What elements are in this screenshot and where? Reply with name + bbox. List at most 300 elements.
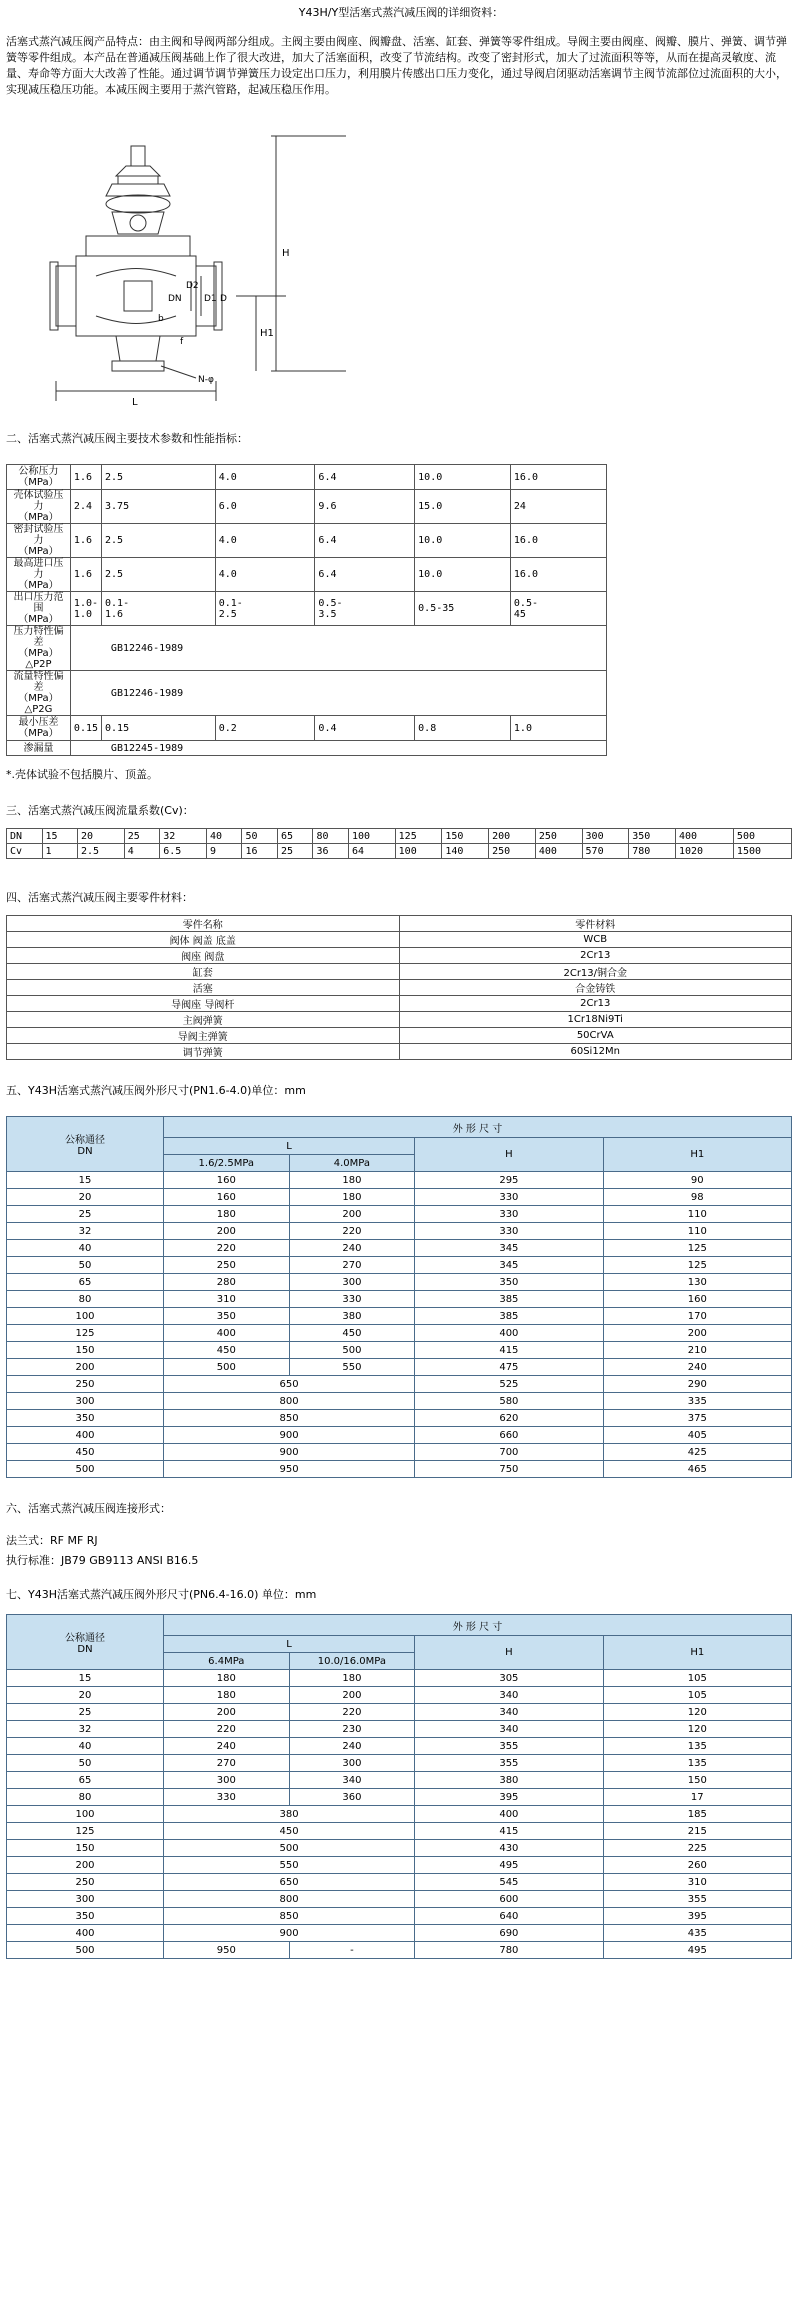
tech-params-table	[6, 464, 792, 756]
row-label: 最小压差 （MPa）	[7, 716, 71, 741]
cv-value: 400	[535, 844, 582, 859]
cv-value: 100	[395, 844, 442, 859]
dimension-value: 98	[603, 1189, 791, 1206]
dimension-value: 150	[7, 1342, 164, 1359]
dimension-value: 450	[164, 1342, 290, 1359]
param-value: 10.0	[415, 524, 511, 558]
dimension-value: 430	[415, 1840, 603, 1857]
dimension-value: 15	[7, 1670, 164, 1687]
dimension-value: 200	[164, 1704, 290, 1721]
table-row	[7, 1857, 792, 1874]
dimension-value: 395	[603, 1908, 791, 1925]
dimension-value: -	[289, 1942, 415, 1959]
dimension-value: 135	[603, 1755, 791, 1772]
column-header: 外 形 尺 寸	[164, 1117, 792, 1138]
dimension-value: 525	[415, 1376, 603, 1393]
dimension-value: 435	[603, 1925, 791, 1942]
dimension-value: 350	[7, 1908, 164, 1925]
dimension-value: 100	[7, 1806, 164, 1823]
row-label: 流量特性偏差 （MPa）△P2G	[7, 671, 71, 716]
dimension-value: 180	[289, 1189, 415, 1206]
table-row	[7, 1925, 792, 1942]
dn-value: 20	[78, 829, 125, 844]
param-value: 0.8	[415, 716, 511, 741]
dimension-value: 400	[7, 1925, 164, 1942]
page	[6, 4, 796, 1959]
cv-value: 140	[442, 844, 489, 859]
dimension-value: 120	[603, 1721, 791, 1738]
standard-value: GB12245-1989	[70, 741, 606, 756]
table-row	[7, 1342, 792, 1359]
table-row	[7, 1823, 792, 1840]
param-value: 1.0	[510, 716, 606, 741]
dimension-value: 200	[7, 1857, 164, 1874]
dim-label-d1: D1	[204, 294, 217, 304]
dimension-value: 125	[7, 1325, 164, 1342]
part-name: 活塞	[7, 980, 400, 996]
param-value: 10.0	[415, 465, 511, 490]
dim-label-d2: D2	[186, 281, 199, 291]
dimension-value: 25	[7, 1704, 164, 1721]
section-2-heading: 二、活塞式蒸汽减压阀主要技术参数和性能指标：	[6, 432, 248, 445]
dimension-value: 25	[7, 1206, 164, 1223]
dimension-value: 475	[415, 1359, 603, 1376]
dimension-value: 300	[7, 1891, 164, 1908]
valve-drawing-svg	[46, 116, 361, 416]
dimension-value: 500	[289, 1342, 415, 1359]
dimension-value: 380	[164, 1806, 415, 1823]
dimension-value: 800	[164, 1393, 415, 1410]
row-label: 最高进口压力 （MPa）	[7, 558, 71, 592]
cv-value: 1	[42, 844, 78, 859]
dimension-value: 650	[164, 1376, 415, 1393]
part-name: 缸套	[7, 964, 400, 980]
param-value: 16.0	[510, 465, 606, 490]
table-row	[7, 1044, 792, 1060]
column-header: H	[415, 1138, 603, 1172]
cv-value: 1020	[675, 844, 733, 859]
dimension-value: 355	[415, 1738, 603, 1755]
table-row	[7, 1721, 792, 1738]
part-name: 主阀弹簧	[7, 1012, 400, 1028]
dimension-value: 500	[164, 1840, 415, 1857]
param-value: 2.5	[102, 524, 216, 558]
dimension-value: 180	[164, 1687, 290, 1704]
table-row	[7, 829, 792, 844]
dn-value: 65	[277, 829, 313, 844]
dn-value: 250	[535, 829, 582, 844]
table-row	[7, 741, 792, 756]
dimension-value: 90	[603, 1172, 791, 1189]
table-row	[7, 1206, 792, 1223]
dim-label-dn: DN	[168, 294, 182, 304]
dimension-value: 220	[164, 1721, 290, 1738]
cv-value: 250	[489, 844, 536, 859]
table-row	[7, 1840, 792, 1857]
dim-label-l: L	[132, 397, 138, 408]
table-row	[7, 1772, 792, 1789]
table-row	[7, 671, 792, 716]
part-material: 2Cr13	[399, 948, 792, 964]
dimension-value: 650	[164, 1874, 415, 1891]
dimension-value: 360	[289, 1789, 415, 1806]
dimension-value: 160	[603, 1291, 791, 1308]
dn-value: 350	[629, 829, 676, 844]
dimension-value: 270	[289, 1257, 415, 1274]
dim-label-h: H	[282, 248, 290, 259]
dimensions-table-pn16-40	[6, 1116, 792, 1478]
table-row	[7, 1012, 792, 1028]
table-row	[7, 524, 792, 558]
dimension-value: 240	[289, 1240, 415, 1257]
dimension-value: 495	[415, 1857, 603, 1874]
dimension-value: 400	[164, 1325, 290, 1342]
dimension-value: 545	[415, 1874, 603, 1891]
param-value: 16.0	[510, 558, 606, 592]
dimension-value: 500	[7, 1461, 164, 1478]
dimension-value: 170	[603, 1308, 791, 1325]
dimension-value: 450	[289, 1325, 415, 1342]
dimension-value: 340	[289, 1772, 415, 1789]
dimension-value: 780	[415, 1942, 603, 1959]
dimension-value: 500	[7, 1942, 164, 1959]
dimension-value: 20	[7, 1687, 164, 1704]
table-row	[7, 1738, 792, 1755]
row-label: Cv	[7, 844, 43, 859]
dimension-value: 950	[164, 1461, 415, 1478]
dimension-value: 340	[415, 1704, 603, 1721]
part-material: 合金铸铁	[399, 980, 792, 996]
dimension-value: 225	[603, 1840, 791, 1857]
dimension-value: 700	[415, 1444, 603, 1461]
dim-label-h1: H1	[260, 328, 274, 339]
cv-value: 780	[629, 844, 676, 859]
dimension-value: 220	[164, 1240, 290, 1257]
dimension-value: 600	[415, 1891, 603, 1908]
table-row	[7, 980, 792, 996]
param-value: 0.2	[215, 716, 315, 741]
dimension-value: 350	[7, 1410, 164, 1427]
table-row	[7, 1891, 792, 1908]
part-name: 导阀座 导阀杆	[7, 996, 400, 1012]
dimension-value: 340	[415, 1687, 603, 1704]
dimension-value: 210	[603, 1342, 791, 1359]
dimension-value: 160	[164, 1172, 290, 1189]
dn-value: 300	[582, 829, 629, 844]
dimension-value: 50	[7, 1755, 164, 1772]
param-value: 0.1- 2.5	[215, 592, 315, 626]
dn-value: 25	[124, 829, 160, 844]
dimension-value: 65	[7, 1274, 164, 1291]
dimension-value: 220	[289, 1704, 415, 1721]
dimension-value: 105	[603, 1687, 791, 1704]
part-name: 调节弹簧	[7, 1044, 400, 1060]
table-row	[7, 1444, 792, 1461]
dimension-value: 800	[164, 1891, 415, 1908]
dimension-value: 135	[603, 1738, 791, 1755]
dimension-value: 300	[289, 1274, 415, 1291]
dimension-value: 180	[289, 1172, 415, 1189]
dimension-value: 180	[164, 1206, 290, 1223]
cv-table	[6, 828, 792, 859]
dimension-value: 185	[603, 1806, 791, 1823]
dimension-value: 300	[7, 1393, 164, 1410]
table-row	[7, 1028, 792, 1044]
dimension-value: 110	[603, 1223, 791, 1240]
dimension-value: 400	[7, 1427, 164, 1444]
valve-drawing	[46, 116, 361, 416]
param-value: 1.6	[70, 558, 101, 592]
dimension-value: 550	[164, 1857, 415, 1874]
cv-value: 25	[277, 844, 313, 859]
section-3-heading: 三、活塞式蒸汽减压阀流量系数(Cv)：	[6, 804, 194, 817]
param-value: 6.4	[315, 465, 415, 490]
part-name: 导阀主弹簧	[7, 1028, 400, 1044]
table-row	[7, 558, 792, 592]
table-row	[7, 1806, 792, 1823]
part-material: 2Cr13/铜合金	[399, 964, 792, 980]
dimension-value: 50	[7, 1257, 164, 1274]
dimension-value: 690	[415, 1925, 603, 1942]
dimension-value: 200	[289, 1687, 415, 1704]
dim-label-n-phi: N-φ	[198, 375, 214, 385]
table-row	[7, 592, 792, 626]
dimension-value: 130	[603, 1274, 791, 1291]
dimension-value: 40	[7, 1738, 164, 1755]
dimension-value: 250	[7, 1376, 164, 1393]
cv-value: 9	[206, 844, 242, 859]
intro-paragraph: 活塞式蒸汽减压阀产品特点：由主阀和导阀两部分组成。主阀主要由阀座、阀瓣盘、活塞、缸套、弹簧等零件组成。导阀主要由阀座、阀瓣、膜片、弹簧、调节弹簧等零件组成。本产品在普通减压阀基础上作了很大改进，加大了活塞面积，改变了节流结构。改变了密封形式，加大了过流面积等等，从而在提高灵敏度、流量、寿命等方面大大改善了性能。通过调节调节弹簧压力设定出口压力，利用膜片传感出口压力变化，通过导阀启闭驱动活塞调节主阀节流部位过流面积的大小，实现减压稳压功能。本减压阀主要用于蒸汽管路，起减压稳压作用。	[6, 35, 787, 96]
column-header: 外 形 尺 寸	[164, 1615, 792, 1636]
param-value: 6.4	[315, 558, 415, 592]
table-row	[7, 1687, 792, 1704]
row-label: 密封试验压力 （MPa）	[7, 524, 71, 558]
param-value: 4.0	[215, 558, 315, 592]
dimension-value: 345	[415, 1257, 603, 1274]
dimension-value: 495	[603, 1942, 791, 1959]
table-header-row	[7, 916, 792, 932]
table-row	[7, 1670, 792, 1687]
section-5-heading: 五、Y43H活塞式蒸汽减压阀外形尺寸(PN1.6-4.0)单位：mm	[6, 1084, 306, 1097]
dimension-value: 350	[164, 1308, 290, 1325]
dimension-value: 350	[415, 1274, 603, 1291]
dimension-value: 17	[603, 1789, 791, 1806]
dimension-value: 110	[603, 1206, 791, 1223]
table-row	[7, 626, 792, 671]
dimension-value: 375	[603, 1410, 791, 1427]
table-row	[7, 1291, 792, 1308]
dimension-value: 105	[603, 1670, 791, 1687]
dimension-value: 125	[603, 1240, 791, 1257]
dimension-value: 215	[603, 1823, 791, 1840]
table-row	[7, 1410, 792, 1427]
dimension-value: 180	[289, 1670, 415, 1687]
dimension-value: 300	[164, 1772, 290, 1789]
dimension-value: 180	[164, 1670, 290, 1687]
dimension-value: 850	[164, 1410, 415, 1427]
standard-value: GB12246-1989	[70, 626, 606, 671]
table-row	[7, 1359, 792, 1376]
dimension-value: 32	[7, 1223, 164, 1240]
table-row	[7, 716, 792, 741]
table-row	[7, 1257, 792, 1274]
column-header: L	[164, 1636, 415, 1653]
param-value: 15.0	[415, 490, 511, 524]
dimension-value: 150	[603, 1772, 791, 1789]
dimension-value: 850	[164, 1908, 415, 1925]
table-row	[7, 948, 792, 964]
table-row	[7, 465, 792, 490]
param-value: 6.0	[215, 490, 315, 524]
dimension-value: 125	[603, 1257, 791, 1274]
dn-value: 500	[733, 829, 791, 844]
column-header: H1	[603, 1636, 791, 1670]
table-row	[7, 1240, 792, 1257]
param-value: 16.0	[510, 524, 606, 558]
note-shell-test: *.壳体试验不包括膜片、顶盖。	[6, 768, 158, 781]
dn-value: 50	[242, 829, 278, 844]
dimension-value: 200	[289, 1206, 415, 1223]
dimension-value: 295	[415, 1172, 603, 1189]
dimension-value: 330	[289, 1291, 415, 1308]
dimension-value: 580	[415, 1393, 603, 1410]
standard-value: GB12246-1989	[70, 671, 606, 716]
param-value: 10.0	[415, 558, 511, 592]
dimension-value: 640	[415, 1908, 603, 1925]
dn-value: 125	[395, 829, 442, 844]
dimension-value: 500	[164, 1359, 290, 1376]
dn-value: 40	[206, 829, 242, 844]
section-4-heading: 四、活塞式蒸汽减压阀主要零件材料：	[6, 891, 193, 904]
column-header: 零件材料	[399, 916, 792, 932]
table-row	[7, 844, 792, 859]
cv-value: 64	[348, 844, 395, 859]
dimension-value: 240	[603, 1359, 791, 1376]
table-row	[7, 490, 792, 524]
dimension-value: 400	[415, 1806, 603, 1823]
dn-value: 15	[42, 829, 78, 844]
table-row	[7, 1942, 792, 1959]
dimension-value: 415	[415, 1342, 603, 1359]
dimension-value: 220	[289, 1223, 415, 1240]
row-label: 出口压力范围 （MPa）	[7, 592, 71, 626]
dimension-value: 465	[603, 1461, 791, 1478]
part-name: 阀体 阀盖 底盖	[7, 932, 400, 948]
dimension-value: 550	[289, 1359, 415, 1376]
section-6-heading: 六、活塞式蒸汽减压阀连接形式：	[6, 1502, 171, 1515]
cv-value: 570	[582, 844, 629, 859]
dimension-value: 335	[603, 1393, 791, 1410]
dimension-value: 260	[603, 1857, 791, 1874]
section-7-heading: 七、Y43H活塞式蒸汽减压阀外形尺寸(PN6.4-16.0) 单位：mm	[6, 1588, 317, 1601]
execution-standards: 执行标准：JB79 GB9113 ANSI B16.5	[6, 1554, 199, 1567]
dimension-value: 395	[415, 1789, 603, 1806]
table-header-row	[7, 1615, 792, 1636]
param-value: 24	[510, 490, 606, 524]
dimension-value: 900	[164, 1427, 415, 1444]
table-row	[7, 1274, 792, 1291]
param-value: 3.75	[102, 490, 216, 524]
table-row	[7, 1874, 792, 1891]
materials-table	[6, 915, 792, 1060]
column-header: 公称通径 DN	[7, 1117, 164, 1172]
param-value: 0.15	[102, 716, 216, 741]
table-row	[7, 1223, 792, 1240]
dimension-value: 120	[603, 1704, 791, 1721]
table-row	[7, 1172, 792, 1189]
dimension-value: 240	[164, 1738, 290, 1755]
dimension-value: 125	[7, 1823, 164, 1840]
part-name: 阀座 阀盘	[7, 948, 400, 964]
cv-value: 2.5	[78, 844, 125, 859]
dimension-value: 380	[289, 1308, 415, 1325]
dimension-value: 330	[164, 1789, 290, 1806]
table-row	[7, 964, 792, 980]
dimension-value: 400	[415, 1325, 603, 1342]
param-value: 1.0- 1.0	[70, 592, 101, 626]
param-value: 2.5	[102, 558, 216, 592]
dn-value: 400	[675, 829, 733, 844]
part-material: WCB	[399, 932, 792, 948]
dimension-value: 330	[415, 1189, 603, 1206]
dimension-value: 80	[7, 1789, 164, 1806]
dimension-value: 65	[7, 1772, 164, 1789]
param-value: 1.6	[70, 465, 101, 490]
dimension-value: 450	[164, 1823, 415, 1840]
dimension-value: 32	[7, 1721, 164, 1738]
dimension-value: 950	[164, 1942, 290, 1959]
dimension-value: 345	[415, 1240, 603, 1257]
part-material: 1Cr18Ni9Ti	[399, 1012, 792, 1028]
dimension-value: 355	[603, 1891, 791, 1908]
table-row	[7, 1325, 792, 1342]
column-header: H	[415, 1636, 603, 1670]
param-value: 4.0	[215, 524, 315, 558]
cv-value: 1500	[733, 844, 791, 859]
dimension-value: 280	[164, 1274, 290, 1291]
page-title: Y43H/Y型活塞式蒸汽减压阀的详细资料：	[298, 6, 504, 19]
dimension-value: 160	[164, 1189, 290, 1206]
dimension-value: 250	[164, 1257, 290, 1274]
dimension-value: 355	[415, 1755, 603, 1772]
table-row	[7, 1908, 792, 1925]
table-row	[7, 1308, 792, 1325]
param-value: 9.6	[315, 490, 415, 524]
row-label: 渗漏量	[7, 741, 71, 756]
param-value: 6.4	[315, 524, 415, 558]
row-label: DN	[7, 829, 43, 844]
param-value: 0.4	[315, 716, 415, 741]
dn-value: 100	[348, 829, 395, 844]
dim-label-d: D	[220, 294, 227, 304]
dn-value: 200	[489, 829, 536, 844]
table-row	[7, 1461, 792, 1478]
dimension-value: 20	[7, 1189, 164, 1206]
part-material: 2Cr13	[399, 996, 792, 1012]
dimension-value: 450	[7, 1444, 164, 1461]
dimension-value: 200	[603, 1325, 791, 1342]
dimension-value: 200	[7, 1359, 164, 1376]
column-header: 公称通径 DN	[7, 1615, 164, 1670]
column-header: 4.0MPa	[289, 1155, 415, 1172]
dimension-value: 900	[164, 1925, 415, 1942]
part-material: 50CrVA	[399, 1028, 792, 1044]
dimension-value: 330	[415, 1206, 603, 1223]
column-header: 零件名称	[7, 916, 400, 932]
dimensions-table-pn64-160	[6, 1614, 792, 1959]
dimension-value: 425	[603, 1444, 791, 1461]
cv-value: 6.5	[160, 844, 207, 859]
